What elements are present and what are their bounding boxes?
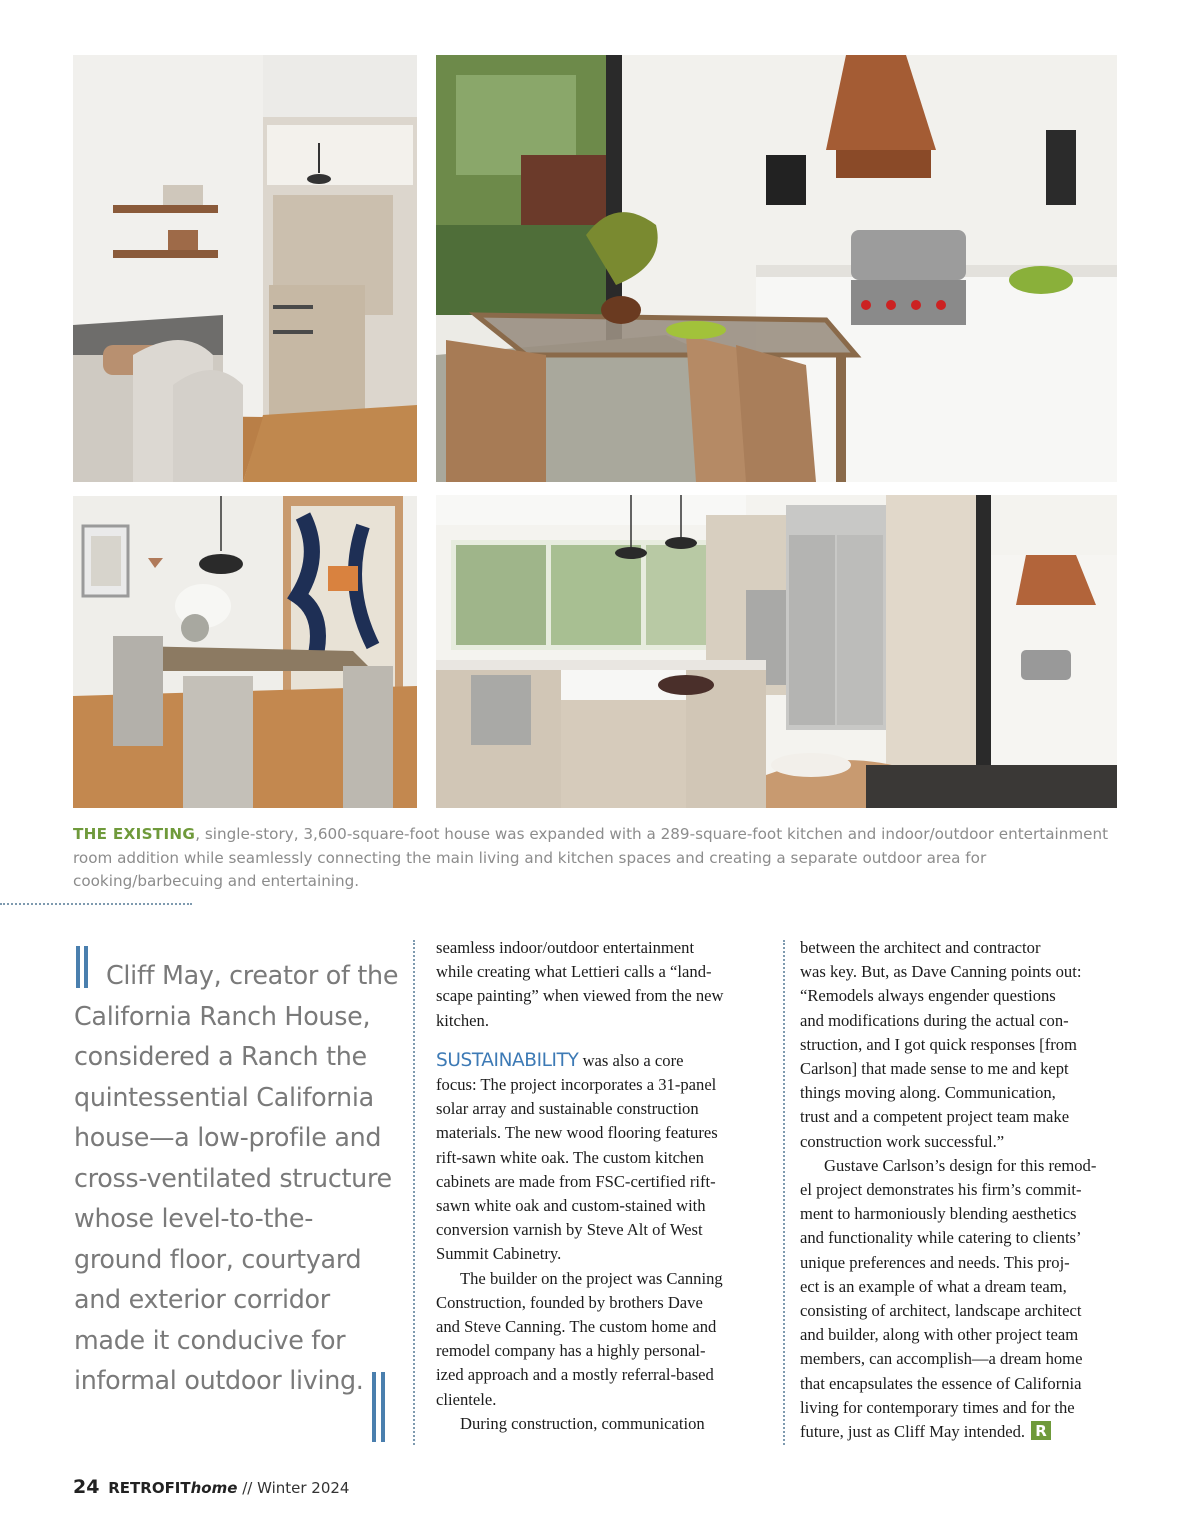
photo-hallway-kitchen: [73, 55, 417, 482]
body-line: clientele.: [436, 1389, 497, 1409]
body-line: and Steve Canning. The custom home and: [436, 1317, 717, 1337]
body-line: and modifications during the actual con-: [800, 1010, 1069, 1030]
body-line: seamless indoor/outdoor entertainment: [436, 938, 695, 957]
end-mark-icon: [1031, 1421, 1051, 1440]
body-line: conversion varnish by Steve Alt of West: [436, 1220, 703, 1240]
pull-quote-line: Cliff May, creator of the: [106, 960, 399, 990]
photo-caption: [73, 823, 1118, 894]
magazine-name: [108, 1479, 237, 1497]
column-divider: [413, 940, 415, 1445]
body-line: Gustave Carlson’s design for this remod-: [824, 1155, 1097, 1175]
body-line: that encapsulates the essence of California: [800, 1373, 1082, 1393]
body-line: while creating what Lettieri calls a “land-: [436, 962, 712, 982]
body-line: Summit Cabinetry.: [436, 1244, 562, 1264]
body-line: The builder on the project was Canning: [460, 1268, 723, 1288]
pull-quote-line: California Ranch House,: [74, 1000, 371, 1031]
body-line: cabinets are made from FSC-certified rift-: [436, 1171, 716, 1191]
photo-dining-room: [73, 496, 417, 808]
body-column-2: [800, 936, 1125, 1444]
body-line: “Remodels always engender questions: [800, 986, 1056, 1006]
pull-quote-line: house—a low-profile and: [74, 1122, 382, 1152]
caption-lead: THE EXISTING: [73, 825, 196, 843]
issue-label: // Winter 2024: [242, 1479, 350, 1497]
body-line: rift-sawn white oak. The custom kitchen: [436, 1147, 704, 1167]
body-line: sawn white oak and custom-stained with: [436, 1196, 706, 1216]
body-line: remodel company has a highly personal-: [436, 1341, 706, 1361]
pull-quote-line: made it conducive for: [74, 1324, 346, 1355]
caption-text: , single-story, 3,600-square-foot house was expanded with a 289-square-foot kitchen and indoor/outdoor entertainment room addition while seamlessly connecting the main living and kitchen spaces and creating a separate outdoor area for cooking/barbecuing and entertaining.: [73, 825, 1109, 891]
body-line: solar array and sustainable construction: [436, 1099, 699, 1119]
pull-quote-line: ground floor, courtyard: [74, 1243, 362, 1274]
body-line: was key. But, as Dave Canning points out:: [800, 962, 1082, 982]
body-line: living for contemporary times and for the: [800, 1397, 1075, 1417]
body-line: struction, and I got quick responses [from: [800, 1034, 1077, 1054]
subhead-sustainability: SUSTAINABILITY: [436, 1049, 579, 1071]
column-divider: [783, 940, 785, 1445]
body-line: consisting of architect, landscape architect: [800, 1301, 1082, 1321]
page-number: 24: [73, 1476, 100, 1498]
body-line: Carlson] that made sense to me and kept: [800, 1059, 1069, 1079]
pull-quote-line: considered a Ranch the: [74, 1041, 367, 1071]
body-line: Construction, founded by brothers Dave: [436, 1292, 703, 1312]
pull-quote-line: quintessential California: [74, 1081, 374, 1112]
pull-quote-close-mark: [372, 1372, 386, 1442]
pull-quote-line: and exterior corridor: [74, 1284, 330, 1314]
pull-quote: [74, 955, 414, 1401]
pull-quote-line: informal outdoor living.: [74, 1365, 364, 1395]
end-mark-letter: R: [1035, 1422, 1047, 1441]
body-line: and builder, along with other project team: [800, 1325, 1079, 1345]
body-line: ment to harmoniously blending aesthetics: [800, 1204, 1077, 1224]
body-line: trust and a competent project team make: [800, 1107, 1070, 1127]
body-line: focus: The project incorporates a 31-panel: [436, 1075, 717, 1095]
body-line: between the architect and contractor: [800, 938, 1041, 957]
photo-outdoor-kitchen: [436, 55, 1117, 482]
body-line: future, just as Cliff May intended.: [800, 1422, 1026, 1442]
body-line: el project demonstrates his firm’s commit-: [800, 1180, 1082, 1200]
body-line: ized approach and a mostly referral-based: [436, 1365, 714, 1385]
body-line: unique preferences and needs. This proj-: [800, 1252, 1070, 1272]
page-footer: [73, 1476, 349, 1498]
body-line: ect is an example of what a dream team,: [800, 1276, 1067, 1296]
body-line: kitchen.: [436, 1010, 489, 1030]
body-line: construction work successful.”: [800, 1131, 1005, 1151]
body-column-1: [436, 936, 766, 1436]
body-line: materials. The new wood flooring features: [436, 1123, 718, 1143]
body-line: scape painting” when viewed from the new: [436, 986, 724, 1006]
body-line: During construction, communication: [460, 1413, 705, 1433]
pull-quote-line: cross-ventilated structure: [74, 1162, 392, 1193]
body-text: was also a core: [578, 1050, 684, 1070]
pull-quote-line: whose level-to-the-: [74, 1203, 314, 1233]
magazine-name-a: RETROFIT: [108, 1479, 191, 1497]
caption-divider: [0, 903, 192, 905]
body-line: members, can accomplish—a dream home: [800, 1349, 1083, 1369]
body-line: things moving along. Communication,: [800, 1083, 1056, 1103]
body-line: and functionality while catering to clients’: [800, 1228, 1082, 1248]
magazine-name-b: home: [190, 1479, 238, 1497]
photo-main-kitchen: [436, 495, 1117, 808]
